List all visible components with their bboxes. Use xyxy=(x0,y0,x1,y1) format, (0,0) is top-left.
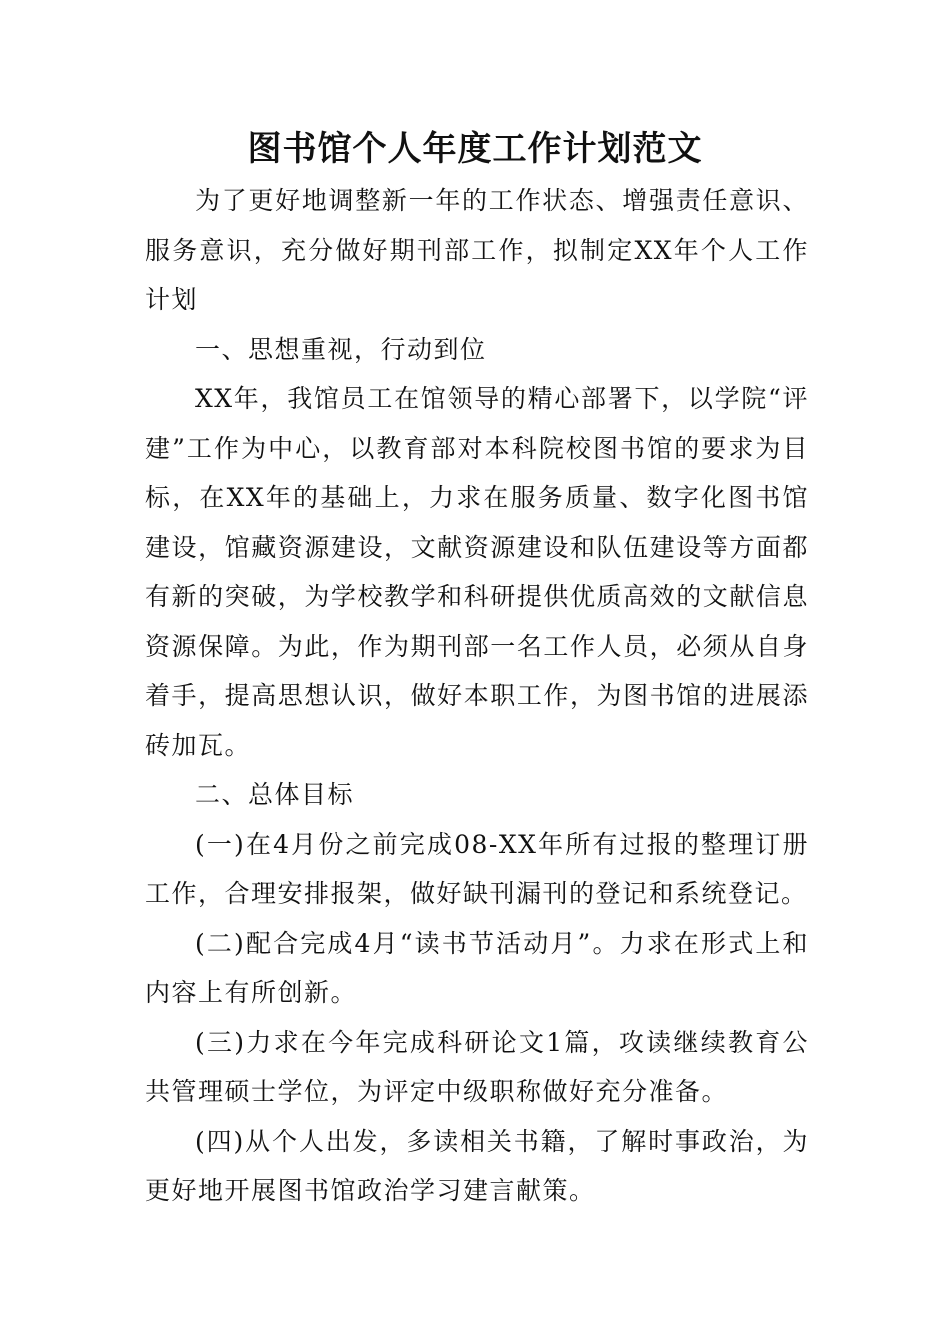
section-heading-1: 一、思想重视，行动到位 xyxy=(195,334,487,364)
section-paragraph-1: XX年，我馆员工在馆领导的精心部署下，以学院“评建”工作为中心，以教育部对本科院校图书馆的要求为目标，在XX年的基础上，力求在服务质量、数字化图书馆建设，馆藏资源建设，文献资源建设和队伍建设等方面都有新的突破，为学校教学和科研提供优质高效的文献信息资源保障。为此，作为期刊部一名工作人员，必须从自身着手，提高思想认识，做好本职工作，为图书馆的进展添砖加瓦。 xyxy=(145,384,809,760)
goal-item-4: (四)从个人出发，多读相关书籍，了解时事政治，为更好地开展图书馆政治学习建言献策。 xyxy=(145,1126,809,1205)
goal-item-1: (一)在4月份之前完成08-XX年所有过报的整理订册工作，合理安排报架，做好缺刊漏刊的登记和系统登记。 xyxy=(145,829,809,908)
intro-paragraph: 为了更好地调整新一年的工作状态、增强责任意识、服务意识，充分做好期刊部工作，拟制定XX年个人工作计划 xyxy=(145,186,809,314)
section-heading-2: 二、总体目标 xyxy=(195,780,355,809)
document-body xyxy=(145,176,809,1216)
goal-item-3: (三)力求在今年完成科研论文1篇，攻读继续教育公共管理硕士学位，为评定中级职称做好充分准备。 xyxy=(145,1027,809,1106)
goal-item-2: (二)配合完成4月“读书节活动月”。力求在形式上和内容上有所创新。 xyxy=(145,928,809,1007)
document-title: 图书馆个人年度工作计划范文 xyxy=(247,129,703,169)
